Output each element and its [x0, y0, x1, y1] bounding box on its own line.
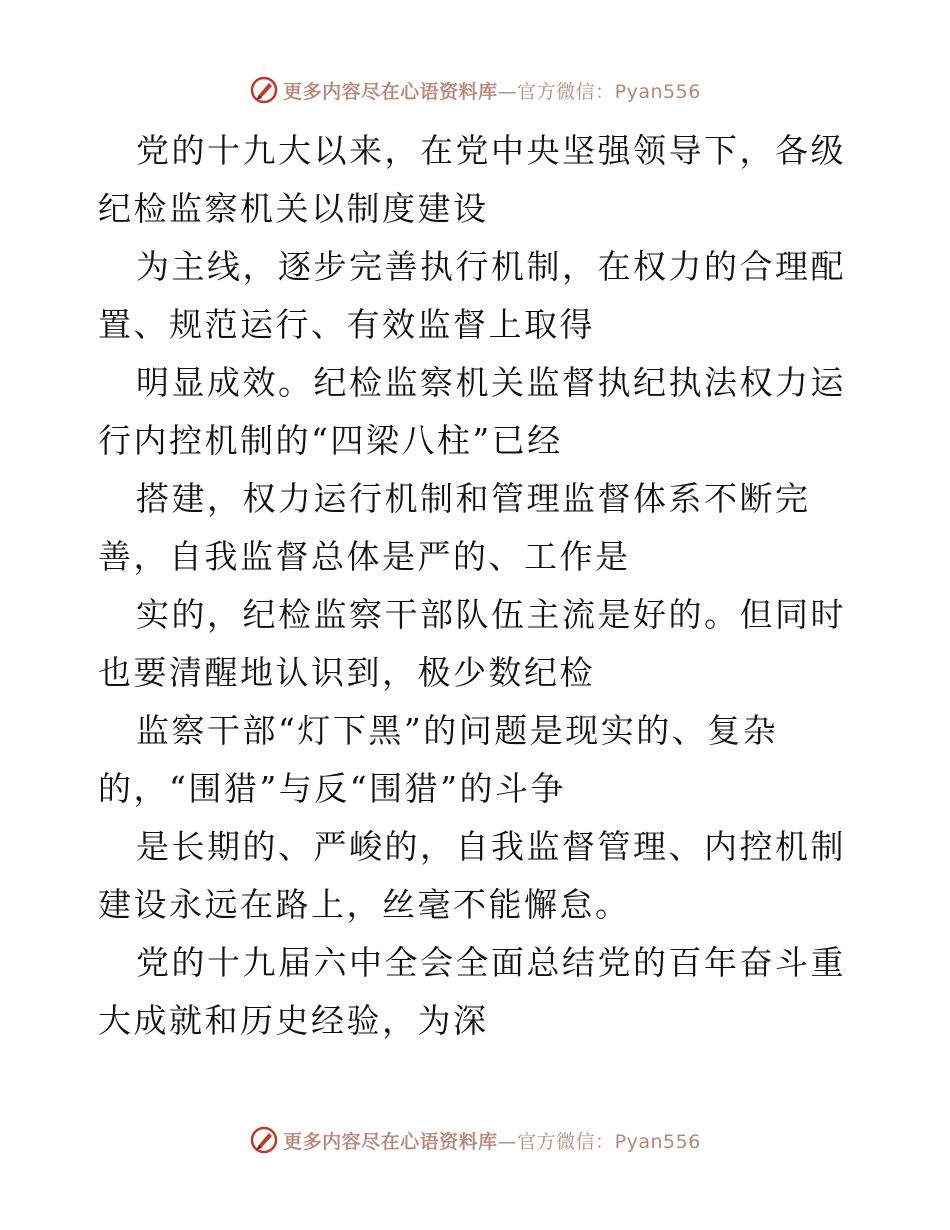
paragraph: 监察干部“灯下黑”的问题是现实的、复杂的，“围猎”与反“围猎”的斗争 [98, 711, 779, 808]
footer-banner-main: 更多内容尽在心语资料库 [283, 1130, 498, 1153]
paragraph: 党的十九届六中全会全面总结党的百年奋斗重大成就和历史经验，为深 [98, 943, 846, 1040]
header-banner-wechat: 官方微信：Pyan556 [517, 80, 701, 103]
brush-pen-logo-icon [249, 1125, 279, 1155]
header-banner [0, 70, 950, 110]
paragraph: 为主线，逐步完善执行机制，在权力的合理配置、规范运行、有效监督上取得 [98, 247, 846, 344]
footer-banner [0, 1120, 950, 1160]
paragraph: 党的十九大以来，在党中央坚强领导下，各级纪检监察机关以制度建设 [98, 131, 846, 228]
paragraph: 搭建，权力运行机制和管理监督体系不断完善，自我监督总体是严的、工作是 [98, 479, 811, 576]
brush-pen-logo-icon [249, 75, 279, 105]
footer-banner-text [283, 1127, 701, 1154]
header-banner-separator: — [497, 80, 518, 103]
document-body [98, 122, 858, 1050]
footer-banner-wechat: 官方微信：Pyan556 [517, 1130, 701, 1153]
paragraph: 明显成效。纪检监察机关监督执纪执法权力运行内控机制的“四梁八柱”已经 [98, 363, 846, 460]
paragraph: 实的，纪检监察干部队伍主流是好的。但同时也要清醒地认识到，极少数纪检 [98, 595, 846, 692]
header-banner-main: 更多内容尽在心语资料库 [283, 80, 498, 103]
header-banner-text [283, 77, 701, 104]
footer-banner-separator: — [497, 1130, 518, 1153]
paragraph: 是长期的、严峻的，自我监督管理、内控机制建设永远在路上，丝毫不能懈怠。 [98, 827, 846, 924]
